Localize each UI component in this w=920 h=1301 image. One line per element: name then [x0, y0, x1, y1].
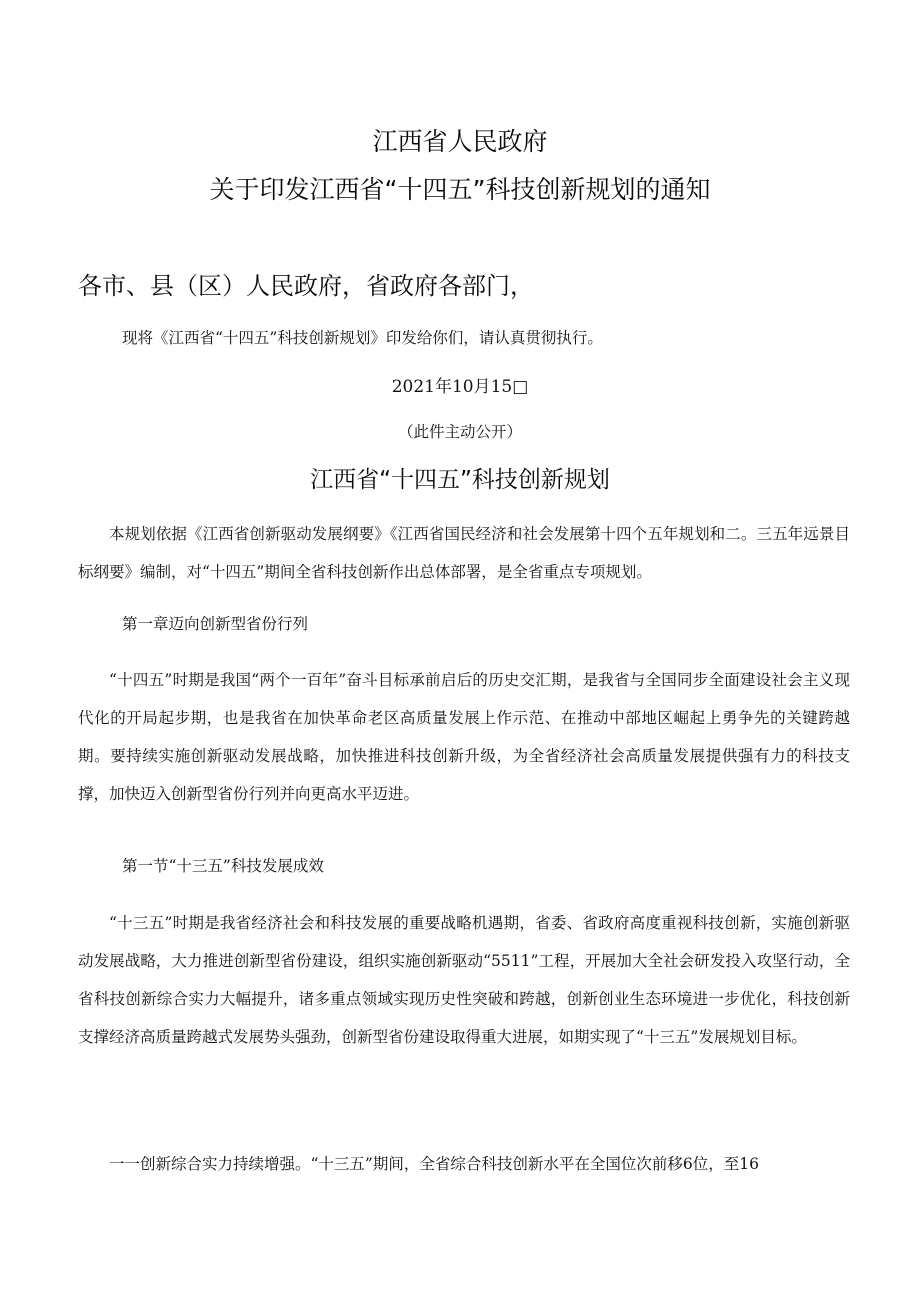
public-disclosure-note: （此件主动公开） — [397, 423, 522, 441]
notice-title-line-1: 江西省人民政府 — [372, 127, 548, 156]
achievement-paragraph-start: 一一创新综合实力持续增强。“十三五”期间，全省综合科技创新水平在全国位次前移6位，至16 — [109, 1155, 759, 1173]
issue-date: 2021年10月15□ — [391, 377, 529, 397]
notice-title-line-2: 关于印发江西省“十四五”科技创新规划的通知 — [209, 175, 711, 204]
salutation: 各市、县（区）人民政府，省政府各部门， — [78, 272, 534, 300]
plan-intro-paragraph: 本规划依据《江西省创新驱动发展纲要》《江西省国民经济和社会发展第十四个五年规划和二。三五年远景目标纲要》编制，对“十四五”期间全省科技创新作出总体部署，是全省重点专项规划。 — [78, 525, 850, 581]
chapter-1-heading: 第一章迈向创新型省份行列 — [122, 615, 309, 633]
notice-text: 现将《江西省“十四五”科技创新规划》印发给你们，请认真贯彻执行。 — [122, 329, 603, 347]
plan-title: 江西省“十四五”科技创新规划 — [310, 467, 610, 493]
section-1-heading: 第一节“十三五”科技发展成效 — [122, 857, 324, 875]
section-1-paragraph: “十三五”时期是我省经济社会和科技发展的重要战略机遇期，省委、省政府高度重视科技创新，实施创新驱动发展战略，大力推进创新型省份建设，组织实施创新驱动“5511”工程，开展加大全社会研发投入攻坚行动，全省科技创新综合实力大幅提升，诸多重点领域实现历史性突破和跨越，创新创业生态环境进一步优化，科技创新支撑经济高质量跨越式发展势头强劲，创新型省份建设取得重大进展，如期实现了“十三五”发展规划目标。 — [78, 914, 850, 1046]
chapter-1-paragraph: “十四五”时期是我国“两个一百年”奋斗目标承前启后的历史交汇期，是我省与全国同步全面建设社会主义现代化的开局起步期，也是我省在加快革命老区高质量发展上作示范、在推动中部地区崛起上勇争先的关键跨越期。要持续实施创新驱动发展战略，加快推进科技创新升级，为全省经济社会高质量发展提供强有力的科技支撑，加快迈入创新型省份行列并向更高水平迈进。 — [78, 671, 850, 803]
